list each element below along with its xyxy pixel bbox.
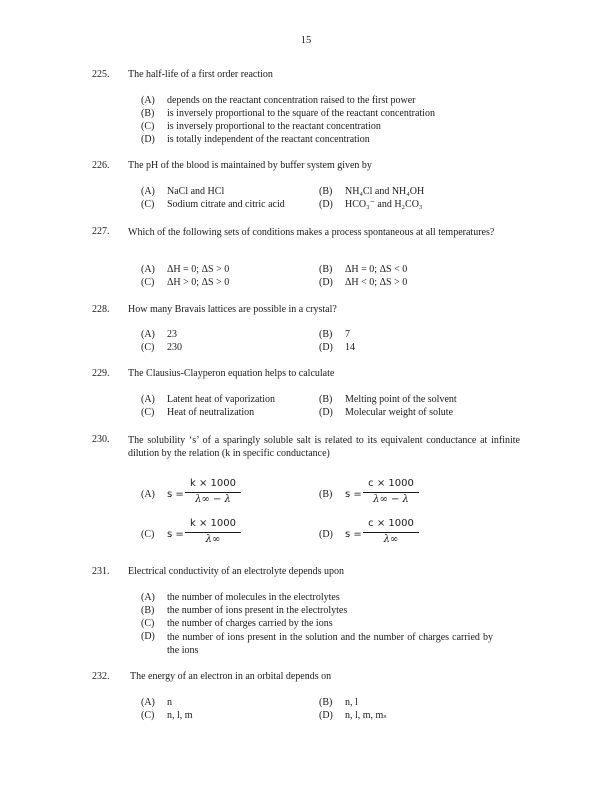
- numerator: c × 1000: [368, 518, 414, 529]
- numerator: k × 1000: [190, 518, 236, 529]
- question-text: Electrical conductivity of an electrolyte depends upon: [128, 566, 345, 577]
- option-text: Molecular weight of solute: [345, 407, 454, 418]
- question-text: The energy of an electron in an orbital depends on: [130, 671, 332, 682]
- option-label: (C): [141, 529, 155, 540]
- numerator: k × 1000: [190, 478, 236, 489]
- formula-lhs: s =: [167, 489, 184, 500]
- question-text: The half-life of a first order reaction: [128, 69, 273, 80]
- option-label: (B): [319, 264, 333, 275]
- question-number: 228.: [92, 304, 110, 315]
- option-text: 7: [345, 329, 350, 340]
- option-label: (A): [141, 697, 155, 708]
- question-text: The Clausius-Clayperon equation helps to calculate: [128, 368, 335, 379]
- option-label: (D): [319, 529, 333, 540]
- question-text: The solubility ‘s’ of a sparingly soluble salt is related to its equivalent conductance at infinite dilution by the relation (k in specific conductance): [128, 435, 520, 459]
- option-text: 14: [345, 342, 355, 353]
- option-label: (C): [141, 407, 155, 418]
- option-text: is totally independent of the reactant concentration: [167, 134, 370, 145]
- option-label: (B): [319, 489, 333, 500]
- question-text: The pH of the blood is maintained by buffer system given by: [128, 160, 372, 171]
- option-label: (C): [141, 277, 155, 288]
- option-text: ΔH = 0; ΔS > 0: [167, 264, 230, 275]
- option-text: ΔH > 0; ΔS > 0: [167, 277, 230, 288]
- question-number: 227.: [92, 226, 110, 237]
- option-text: depends on the reactant concentration raised to the first power: [167, 95, 416, 106]
- option-text: Heat of neutralization: [167, 407, 255, 418]
- numerator: c × 1000: [368, 478, 414, 489]
- fraction-bar: [363, 492, 419, 493]
- option-label: (B): [141, 605, 155, 616]
- option-label: (C): [141, 121, 155, 132]
- formula-lhs: s =: [345, 489, 362, 500]
- question-number: 232.: [92, 671, 110, 682]
- option-label: (D): [141, 631, 155, 642]
- option-label: (C): [141, 342, 155, 353]
- option-label: (C): [141, 710, 155, 721]
- question-number: 225.: [92, 69, 110, 80]
- option-label: (D): [319, 710, 333, 721]
- formula-lhs: s =: [345, 529, 362, 540]
- option-label: (A): [141, 186, 155, 197]
- option-text: Latent heat of vaporization: [167, 394, 276, 405]
- option-label: (D): [319, 342, 333, 353]
- option-text: 23: [167, 329, 177, 340]
- question-number: 226.: [92, 160, 110, 171]
- denominator: λ∞ − λ: [373, 494, 409, 505]
- option-label: (A): [141, 489, 155, 500]
- fraction-bar: [185, 492, 241, 493]
- fraction: [185, 519, 241, 549]
- option-text: the number of charges carried by the ions: [167, 618, 333, 629]
- option-text: ΔH < 0; ΔS > 0: [345, 277, 408, 288]
- option-text: the number of molecules in the electrolytes: [167, 592, 340, 603]
- option-label: (C): [141, 199, 155, 210]
- fraction: [363, 479, 419, 509]
- option-label: (A): [141, 95, 155, 106]
- question-number: 230.: [92, 434, 110, 445]
- question-number: 231.: [92, 566, 110, 577]
- option-text: n, l, m, mₛ: [345, 710, 387, 721]
- page-number: 15: [300, 35, 312, 46]
- option-text: NaCl and HCl: [167, 186, 225, 197]
- option-text: Sodium citrate and citric acid: [167, 199, 285, 210]
- option-text: is inversely proportional to the reactant concentration: [167, 121, 381, 132]
- denominator: λ∞ − λ: [195, 494, 231, 505]
- option-text: n, l: [345, 697, 358, 708]
- denominator: λ∞: [383, 534, 399, 545]
- option-label: (C): [141, 618, 155, 629]
- option-text: is inversely proportional to the square of the reactant concentration: [167, 108, 435, 119]
- question-text: How many Bravais lattices are possible in a crystal?: [128, 304, 337, 315]
- option-label: (D): [319, 199, 333, 210]
- option-label: (B): [319, 697, 333, 708]
- fraction-bar: [185, 532, 241, 533]
- option-label: (A): [141, 394, 155, 405]
- option-text: n: [167, 697, 172, 708]
- option-label: (B): [141, 108, 155, 119]
- option-text: Melting point of the solvent: [345, 394, 457, 405]
- option-label: (B): [319, 394, 333, 405]
- denominator: λ∞: [205, 534, 221, 545]
- option-label: (D): [319, 407, 333, 418]
- option-text: the number of ions present in the electrolytes: [167, 605, 348, 616]
- option-text: HCO₃⁻ and H₂CO₃: [345, 199, 423, 210]
- option-label: (A): [141, 592, 155, 603]
- fraction: [363, 519, 419, 549]
- option-label: (B): [319, 329, 333, 340]
- question-number: 229.: [92, 368, 110, 379]
- option-label: (A): [141, 264, 155, 275]
- option-text: ΔH = 0; ΔS < 0: [345, 264, 408, 275]
- option-label: (B): [319, 186, 333, 197]
- option-text: 230: [167, 342, 182, 353]
- fraction-bar: [363, 532, 419, 533]
- option-label: (D): [319, 277, 333, 288]
- option-label: (A): [141, 329, 155, 340]
- option-text: NH₄Cl and NH₄OH: [345, 186, 425, 197]
- fraction: [185, 479, 241, 509]
- option-label: (D): [141, 134, 155, 145]
- option-text: n, l, m: [167, 710, 193, 721]
- formula-lhs: s =: [167, 529, 184, 540]
- option-text: the number of ions present in the solution and the number of charges carried by the ions: [167, 632, 493, 656]
- question-text: Which of the following sets of conditions makes a process spontaneous at all temperatures?: [128, 227, 495, 238]
